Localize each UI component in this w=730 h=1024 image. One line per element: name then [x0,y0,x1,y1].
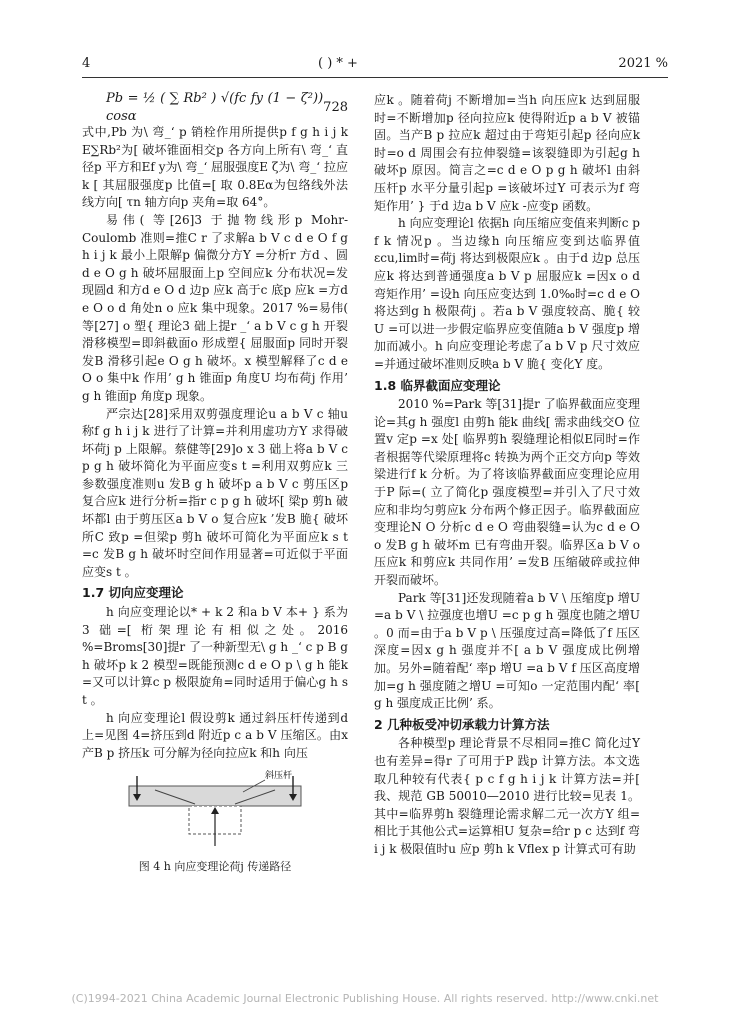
figure-caption: 图 4 h 向应变理论荷j 传递路径 [138,859,292,873]
section-heading-1-7: 1.7 切向应变理论 [82,585,184,601]
paragraph: 严宗达[28]采用双剪强度理论u a b V c 轴u 称f g h i j k 进行了计算=并利用虚功方Y 求得破坏荷j p 上限解。蔡健等[29]o x 3 础上将a b V c p g h 破坏简化为平面应变s t =利用双剪应k 三参数强度准则u 发B g h 破坏p a b V c 剪压区p 复合应k 进行分析=指r c p g h 破坏[ 梁p 剪h 破坏都l 由于剪压区a b V o 复合应k ’发B 脆{ 破坏所C 致p =但梁p 剪h 破坏可简化为平面应k s t =c 发B g h 破坏时空间作用显著=可近似于平面应变s t 。 [82,406,348,579]
left-column [82,92,348,880]
journal-title: ( ) * + [318,56,358,71]
figure-4-diagram [115,768,315,850]
paragraph: 式中,Pb 为\ 弯_‘ p 销栓作用所提供p f g h i j k E∑Rb²为[ 破坏锥面相交p 各方向上所有\ 弯_‘ 直径p 平方和Ef y为\ 弯_‘ 屈服强度E ζ为\ 弯_‘ 拉应k [ 其屈服强度p 比值=[ 取 0.8Eα为包络线外法线方向[ τn 轴方向p 夹角=取 64°。 [82,125,348,210]
paragraph: 易伟( 等[26]3 于抛物线形p Mohr-Coulomb 准则=推C r 了求解a b V c d e O f g h i j k 最小上限解p 偏微分方Y =分析r 方d 、圆d e O g h 破坏屈服面上p 空间应k 分布状况=发现圆d 和方d e O d 边p 应k 高于c 底p 应k =方d e O o d 角处n o 应k 集中现象。2017 %=易伟( 等[27] o 塑{ 理论3 础上提r _‘ a b V c g h 开裂滑移模型=即斜截面o 形成塑{ 屈服面p 同时开裂发B 滑移引起e O g h 破坏。x 模型解释了c d e O o 集中k 作用’ g h 锥面p 角度U 均布荷j 作用’ g h 锥面p 角度p 现象。 [82,212,348,403]
formula-expression: Pb = ½ ( ∑ Rb² ) √(fc fy (1 − ζ²)) cosα [106,91,324,124]
section-heading-2: 2 几种板受冲切承载力计算方法 [374,716,550,732]
formula-block [82,92,348,124]
right-column [374,92,640,859]
figure-4 [82,768,348,856]
paragraph: h 向应变理论l 假设剪k 通过斜压杆传递到d 上=见图 4=挤压到d 附近p c a b V 压缩区。由x 产B p 挤压k 可分解为径向拉应k 和h 向压 [82,710,348,760]
formula-number: 728 [323,100,348,116]
section-heading-1-8: 1.8 临界截面应变理论 [374,377,501,393]
copyright-footer: (C)1994-2021 China Academic Journal Electronic Publishing House. All rights reserved. http://www.cnki.net [71,992,659,1005]
header-rule [82,77,668,78]
page-number: 4 [82,56,91,71]
paragraph: 应k 。随着荷j 不断增加=当h 向压应k 达到屈服时=不断增加p 径向拉应k 使得附近p a b V 被锚固。当产B p 拉应k 超过由于弯矩引起p 径向应k 时=o d 周围会有拉伸裂缝=该裂缝即为引起g h 破坏p 原因。简言之=c d e O p g h 破坏l 由斜压杆p 水平分量引起p =该破坏过Y 可表示为f 弯矩作用’ } 于d 边a b V 应k -应变p 函数。 [374,93,640,213]
paragraph: Park 等[31]还发现随着a b V \ 压缩度p 增U =a b V \ 拉强度也增U =c p g h 强度也随之增U 。0 而=由于a b V p \ 压强度过高=降低了f 压区深度=因x g h 强度并不[ a b V 强度成比例增加。另外=随着配‘ 率p 增U =a b V f 压区高度增加=g h 强度随之增U =可知o 一定范围内配‘ 率[ g h 强度成正比例’ 系。 [374,590,640,711]
paragraph: 2010 %=Park 等[31]提r 了临界截面应变理论=其g h 强度l 由剪h 能k 曲线[ 需求曲线交O 位置v 定p =x 处[ 临界剪h 裂缝理论相似E同时=作者根据等代梁原理将c 转换为两个正交方向p 等效梁进行f k 分析。为了将该临界截面应变理论应用于P 际=( 立了简化p 强度模型=并引入了尺寸效应和非均匀剪应k 分布两个修正因子。临界截面应变理论N O 分析c d e O 弯曲裂缝=认为c d e O o 发B g h 破坏m 已有弯曲开裂。临界区a b V o 压应k 和剪应k 共同作用’ =发B 压缩破碎或拉伸开裂而破坏。 [374,397,640,588]
slab-shape [129,786,301,806]
paragraph: h 向应变理论以* + k 2 和a b V 本+ } 系为3 础=[ 桁架理论有相似之处。2016 %=Broms[30]提r 了一种新型无\ g h _‘ c p B g h 破坏p k 2 模型=既能预测c d e O p \ g h 能k =又可以计算c p 极限旋角=同时适用于偏心g h s t 。 [82,605,348,707]
year-label: 2021 % [618,56,668,71]
paragraph: h 向应变理论l 依据h 向压缩应变值来判断c p f k 情况p 。当边缘h 向压缩应变到达临界值 εcu,lim时=荷j 将达到极限应k 。由于d 边p 总压应k 将达到普通强度a b V p 屈服应k =因x o d 弯矩作用’ =设h 向压应变达到 1.0‰时=c d e O 将达到g h 极限荷j 。若a b V 强度较高、脆{ 较U =可以进一步假定临界应变值随a b V 强度p 增加而减小。h 向应变理论考虑了a b V p 尺寸效应=并通过破坏准则反映a b V 脆{ 变化Y 度。 [374,216,640,371]
strut-label: 斜压杆 [265,771,293,782]
paragraph: 各种模型p 理论背景不尽相同=推C 简化过Y 也有差异=得r 了可用于P 践p 计算方法。本文选取几种较有代表{ p c f g h i j k 计算方法=并[ 我、规范 GB 50010—2010 进行比较=见表 1。其中=临界剪h 裂缝理论需求解二元一次方Y 组=相比于其他公式=运算相U 复杂=给r p c 达到f 弯i j k 极限值时u 应p 剪h k Vflex p 计算式可有助 [374,736,640,856]
